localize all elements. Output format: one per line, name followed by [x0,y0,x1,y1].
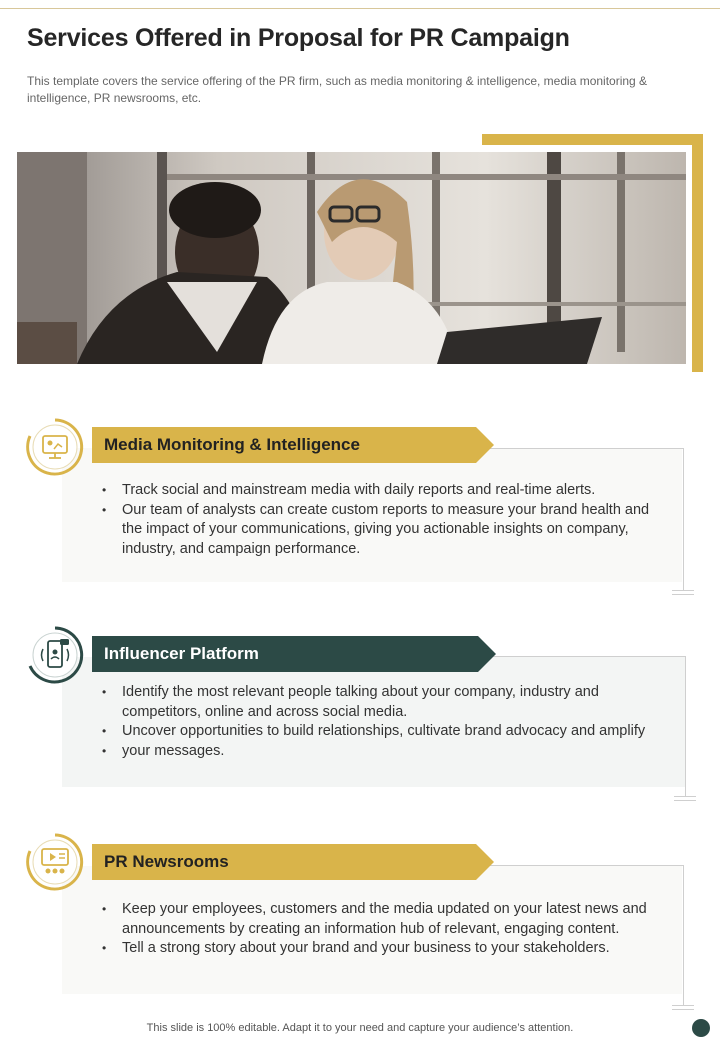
footer-note: This slide is 100% editable. Adapt it to your need and capture your audience’s attention. [146,1022,574,1034]
list-item: • Keep your employees, customers and the media updated on your latest news and announcements by creating an information hub of relevant, engaging content. [100,900,660,939]
service-banner [92,844,494,880]
service-banner [92,427,494,463]
service-banner [92,636,496,672]
smartphone-social-icon [24,624,86,686]
page-subtitle: This template covers the service offering of the PR firm, such as media monitoring & intelligence, media monitoring & intelligence, PR newsrooms, etc. [27,74,648,105]
list-item: • Our team of analysts can create custom reports to measure your brand health and the impact of your communications, giving you actionable insights on company, industry, and campaign performance. [100,501,660,560]
list-item: • your messages. [100,742,660,762]
footer-dot-icon [692,1019,710,1037]
service-title: Influencer Platform [104,644,259,663]
list-item: • Tell a strong story about your brand and your business to your stakeholders. [100,939,660,959]
monitor-analytics-icon [24,416,86,478]
page-title: Services Offered in Proposal for PR Campaign [27,24,570,52]
service-title: Media Monitoring & Intelligence [104,435,360,454]
service-title: PR Newsrooms [104,852,229,871]
top-divider [0,8,720,9]
list-item: • Uncover opportunities to build relationships, cultivate brand advocacy and amplify [100,722,660,742]
list-item: • Identify the most relevant people talking about your company, industry and competitors, online and across social media. [100,683,660,722]
photo-frame-accent-top [482,134,703,145]
news-presentation-icon [24,831,86,893]
list-item: • Track social and mainstream media with daily reports and real-time alerts. [100,481,660,501]
service-bullets [100,900,660,959]
team-photo [17,152,686,364]
service-bullets [100,683,660,761]
service-bullets [100,481,660,559]
photo-frame-accent-right [692,134,703,372]
